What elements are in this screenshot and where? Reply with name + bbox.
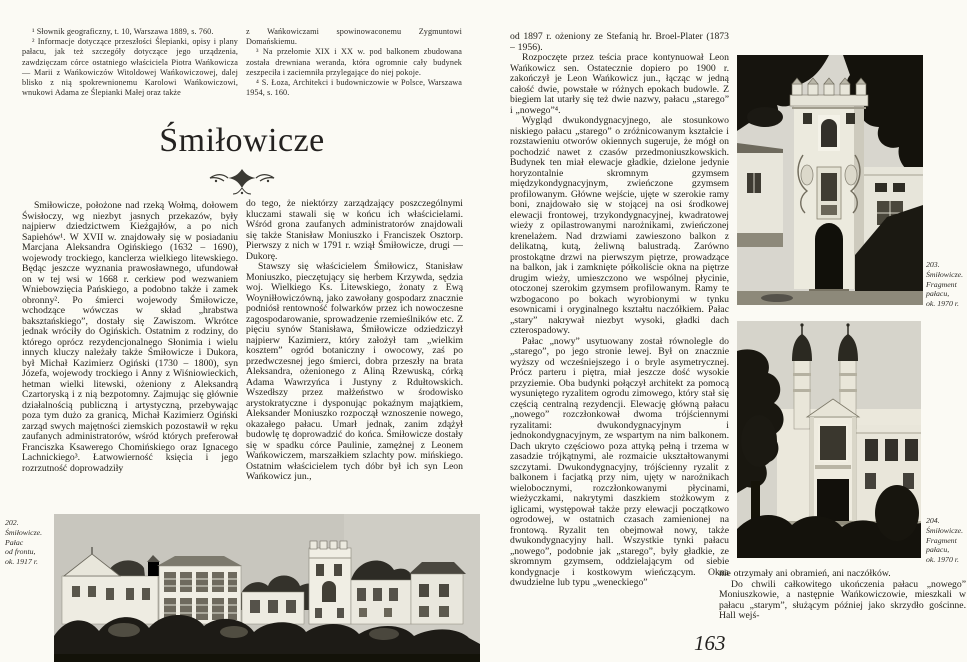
- title-ornament-icon: [206, 166, 278, 196]
- photo-palace-fragment-1970: [737, 321, 921, 558]
- caption-line: 203.: [926, 260, 940, 269]
- left-page-column-1: [22, 201, 238, 508]
- caption-line: ok. 1917 r.: [5, 557, 38, 567]
- caption-line: pałacu,: [926, 545, 950, 555]
- photo-palace-fragment-tower-1970: [737, 55, 923, 305]
- caption-line: 204.: [926, 516, 940, 525]
- chapter-title: Śmiłowicze: [159, 122, 325, 159]
- footnotes-column-1: [22, 27, 238, 98]
- footnote-3: ³ Na przełomie XIX i XX w. pod balkonem zbudowana została drewniana weranda, która ogromnie cały budynek zeszpeciła i zaciemniła przylegające do niej pokoje.: [246, 47, 462, 77]
- paragraph: od 1897 r. ożeniony ze Stefanią hr. Broel-Plater (1873 – 1956).: [510, 32, 729, 53]
- paragraph: nie otrzymały ani obramień, ani naczółków.: [719, 569, 891, 579]
- figure-caption-202: [5, 518, 60, 567]
- figure-caption-204: [926, 516, 966, 565]
- caption-line: Śmiłowicze.: [926, 269, 964, 279]
- footnote-1: ¹ Słownik geograficzny, t. 10, Warszawa 1889, s. 760.: [32, 27, 214, 36]
- caption-line: pałacu,: [926, 289, 950, 299]
- right-page-column-1: [510, 32, 729, 632]
- caption-line: ok. 1970 r.: [926, 555, 959, 565]
- caption-line: ok. 1970 r.: [926, 299, 959, 309]
- photo-palace-front-1917: [54, 514, 480, 662]
- footnotes-column-2: [246, 27, 462, 98]
- right-page-bottom-text: [719, 569, 966, 631]
- figure-caption-203: [926, 260, 966, 309]
- page-number: 163: [694, 631, 726, 655]
- footnote-2-continued: z Wańkowiczami spowinowaconemu Zygmuntowi Domańskiemu.: [246, 27, 462, 47]
- caption-line: 202.: [5, 518, 19, 527]
- caption-line: Fragment: [926, 279, 957, 289]
- caption-line: Śmiłowicze.: [5, 527, 43, 537]
- paragraph: Do chwili całkowitego ukończenia pałacu „nowego” Moniuszkowie, a następnie Wańkowiczowie, mieszkali w pałacu „starym”, służącym później jako skrzydło gościnne. Hall wejś-: [719, 578, 966, 621]
- caption-line: Śmiłowicze.: [926, 525, 964, 535]
- caption-line: od frontu,: [5, 547, 36, 557]
- paragraph: Pałac „nowy” usytuowany został równolegle do „starego”, po jego stronie lewej. Był on znacznie wyższy od wcześniejszego i o bryle asymetrycznej. Prócz parteru i piętra, miał jeszcze dość wysokie przyziemie. Oba budynki połączył architekt za pomocą wysuniętego ryzalitem ogrodu zimowego, który stał się częścią centralną rezydencji. Elewację główną pałacu „nowego” rozczłonkował dwoma trójściennymi ryzalitami: dwukondygnacyjnym i jednokondygnacyjnym, ze wspartym na nim balkonem. Dach ukryto częściowo poza attyką pełną i trzema w zasadzie trójkątnymi, ale rozmaicie ukształtowanymi szczytami. Dwukondygnacyjny, trójścienny ryzalit z balkonem i facjatką przy nim, ujęty w narożnikach wielobocznymi, rozczłonkowanymi płycinami, wieżyczkami, nakrytymi daszkiem stożkowym z iglicami, występował także przy elewacji początkowo ogrodowej, w ostatnich czasach zamienionej na frontową. Ryzalit ten obejmował nowy, także dwukondygnacyjny hall. Wszystkie tynki pałacu „nowego”, podobnie jak „starego”, były gładkie, ze skromnym gzymsem, oddzielającym od siebie kondygnacje i kostkowym wieńczącym. Okna dwudzielne lub typu „weneckiego”: [510, 335, 729, 588]
- paragraph: Śmiłowicze, położone nad rzeką Wołmą, dołowem Świsłoczy, wg niezbyt jasnych przekazów, były najpierw dziedzictwem Kieżgajłów, a po nich Sapiehów¹. W XVII w. znajdowały się w posiadaniu Marcjana Aleksandra Ogińskiego (1632 – 1690), wojewody trockiego, kanclerza wielkiego litewskiego. Będąc jeszcze wyznania prawosławnego, ufundował on w tej wsi w 1668 r. cerkiew pod wezwaniem Wniebowzięcia Pańskiego, a podobno także i zamek obronny². Po śmierci wojewody Śmiłowicze, wchodzące wówczas w skład „hrabstwa baksztańskiego”, dostały się Zawiszom. Wkrótce jednak wróciły do Ogińskich. Ostatnim z rodziny, do którego oprócz rezydencjonalnego Słonimia i wielu innych kluczy należały także Śmiłowicze i Dukora, był Michał Kazimierz Ogiński (1730 – 1800), syn Józefa, wojewody trockiego i Anny z Wiśniowieckich, hetman wielki litewski, ożeniony z Aleksandrą Czartoryską i z nią bezpotomny. Zajmując się głównie działalnością publiczną i artystyczną, przebywając poza tym dużo za granicą, Michał Kazimierz Ogiński zarząd swych majętności ziemskich pozostawił w ręku zaufanych administratorów, wśród których preferował Franciszka Ksawerego Chomińskiego oraz Ignacego Lachnickiego³. Łatwowierność księcia i jego rozrzutność doprowadziły: [22, 201, 238, 474]
- footnote-4: ⁴ S. Łoza, Architekci i budowniczowie w Polsce, Warszawa 1954, s. 160.: [246, 78, 462, 98]
- footnote-2: ² Informacje dotyczące przeszłości Ślepianki, opisy i plany pałacu, jak też szczegóły dotyczące jego urządzenia, zawdzięczam córce ostatniego właściciela Piotra Wańkowicza — Marii z Wańkowiczów Witoldowej Wańkowiczowej, dalej blisko z nią spokrewnionemu Karolowi Wańkowiczowi, wnukowi Adama ze Ślepianki Małej oraz także: [22, 37, 238, 98]
- caption-line: Fragment: [926, 535, 957, 545]
- paragraph: Rozpoczęte przez teścia prace kontynuował Leon Wańkowicz sen. Ostatecznie dopiero po 1900 r. zakończył je Leon Wańkowicz jun., łącząc w jedną całość dwie, powstałe w różnych epokach budowle. Z biegiem lat utarły się też dwie nazwy, pałacu „starego” i „nowego”⁴.: [510, 52, 729, 116]
- left-page-column-2: [246, 199, 463, 508]
- paragraph: Wygląd dwukondygnacyjnego, ale stosunkowo niskiego pałacu „starego” o zróżnicowanym kształcie i rozstawieniu otworów okiennych sugeruje, że mógł on pochodzić nawet z czasów przedmoniuszkowskich. Budynek ten miał elewacje gładkie, dzielone jedynie horyzontalnie skromnym gzymsem międzykondygnacyjnym, zwieńczone gzymsem profilowanym. Główne wejście, ujęte w szerokie ramy boni, znajdowało się w stojącej na osi środkowej elewacji frontowej, trzykondygnacyjnej, kwadratowej wieży z opilastrowanymi narożnikami, zwieńczonej krenelażem. Nad drzwiami zawieszono balkon z delikatną, kutą, żeliwną balustradą. Zarówno prostokątne drzwi na pierwszym piętrze, prowadzące na balkon, jak i zamknięte półkoliście okna na piętrze drugim wieży, umieszczono we wspólnej płycinie, otoczonej szerokim gzymsem profilowanym. Ramy te wzbogacono po bokach wyrobionymi w tynku esownicami i oryginalnego kształtu naczółkiem. Pałac „stary” nakrywał niezbyt wysoki, gładki dach czterospadowy.: [510, 115, 729, 336]
- paragraph: do tego, że niektórzy zarządzający poszczególnymi kluczami stawali się w końcu ich właścicielami. Wśród grona zaufanych administratorów znajdowali się także Stanisław Moniuszko i Franciszek Osztorp. Pierwszy z nich w 1791 r. wziął Śmiłowicze, drugi — Dukorę.: [246, 199, 463, 262]
- paragraph: Stawszy się właścicielem Śmiłowicz, Stanisław Moniuszko, pieczętujący się herbem Krzywda, sędzia woj. Wielkiego Ks. Litewskiego, żonaty z Ewą Woyniłłowiczówną, jako zawołany gospodarz znacznie podniósł rentowność folwarków przez ich nowoczesne zagospodarowanie, sprowadzenie rzemieślników etc. Z pięciu synów Stanisława, Śmiłowicze odziedziczył najpierw Kazimierz, który założył tam „wielkim kosztem” ogród botaniczny i owocowy, zaś po przedwczesnej jego śmierci, dobra przeszły na brata Aleksandra, ożenionego z Aliną Rzewuską, córką Adama Wawrzyńca i Justyny z Rdułtowskich. Wszedłszy przez małżeństwo w środowisko arystokratyczne i dysponując pokaźnym majątkiem, Aleksander Moniuszko rozpoczął wznoszenie nowego, okazałego pałacu. Umarł jednak, zanim zdążył budowlę tę doprowadzić do końca. Śmiłowicze dostały się w spadku córce Paulinie, zamężnej z Leonem Wańkowiczem, marszałkiem szlachty pow. mińskiego. Ostatnim właścicielem tych dóbr był ich syn Leon Wańkowicz jun.,: [246, 261, 463, 482]
- caption-line: Pałac: [5, 537, 24, 547]
